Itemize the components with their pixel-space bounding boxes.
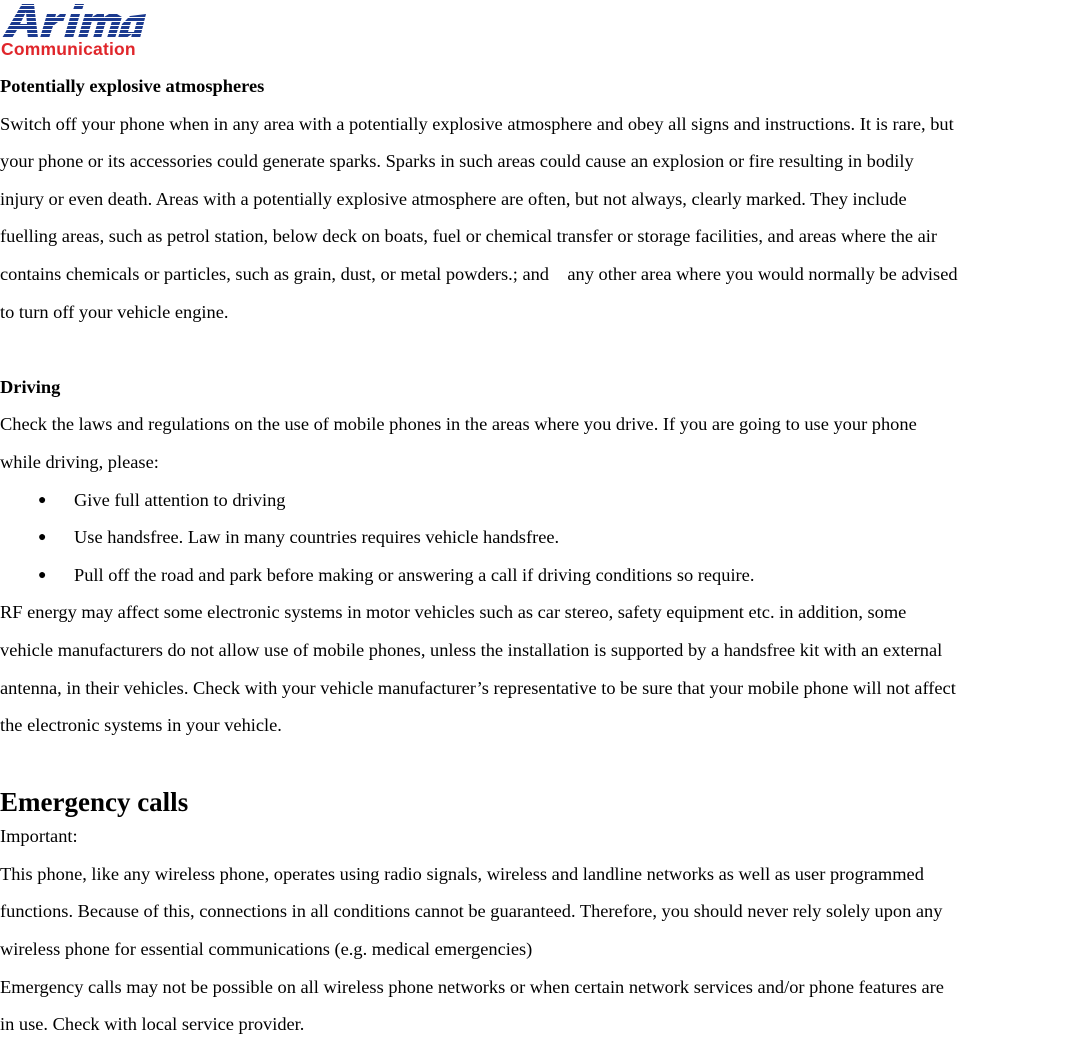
bullet-icon: ● — [38, 567, 47, 583]
arima-logo — [0, 2, 150, 58]
bullet-icon: ● — [38, 492, 47, 508]
rf-line: RF energy may affect some electronic systems in motor vehicles such as car stereo, safety equipment etc. in addition, some — [0, 602, 907, 623]
emergency-line: Emergency calls may not be possible on all wireless phone networks or when certain network services and/or phone features are — [0, 976, 944, 997]
explosive-line: Switch off your phone when in any area with a potentially explosive atmosphere and obey all signs and instructions. It is rare, but — [0, 113, 954, 134]
driving-intro-line: while driving, please: — [0, 451, 159, 472]
spacer — [0, 745, 1083, 783]
driving-intro-line: Check the laws and regulations on the use of mobile phones in the areas where you drive. If you are going to use your phone — [0, 414, 917, 435]
emergency-line: in use. Check with local service provider. — [0, 1014, 305, 1035]
arima-wordmark — [0, 2, 150, 40]
heading-driving: Driving — [0, 376, 61, 397]
rf-line: vehicle manufacturers do not allow use of mobile phones, unless the installation is supported by a handsfree kit with an external — [0, 639, 943, 660]
list-item — [0, 482, 1083, 520]
emergency-line: wireless phone for essential communications (e.g. medical emergencies) — [0, 939, 533, 960]
important-label: Important: — [0, 826, 78, 847]
arima-communication-text: Communication — [1, 39, 136, 59]
explosive-line: injury or even death. Areas with a potentially explosive atmosphere are often, but not always, clearly marked. They include — [0, 188, 907, 209]
emergency-line: This phone, like any wireless phone, operates using radio signals, wireless and landline networks as well as user programmed — [0, 863, 924, 884]
bullet-text: Give full attention to driving — [74, 489, 286, 510]
rf-line: the electronic systems in your vehicle. — [0, 715, 282, 736]
bullet-text: Pull off the road and park before making or answering a call if driving conditions so require. — [74, 564, 755, 585]
explosive-line: to turn off your vehicle engine. — [0, 301, 229, 322]
bullet-text: Use handsfree. Law in many countries requires vehicle handsfree. — [74, 527, 560, 548]
explosive-line: your phone or its accessories could generate sparks. Sparks in such areas could cause an explosion or fire resulting in bodily — [0, 151, 914, 172]
spacer — [0, 331, 1083, 369]
explosive-line: contains chemicals or particles, such as grain, dust, or metal powders.; and any other area where you would normally be advised — [0, 263, 958, 284]
heading-emergency: Emergency calls — [0, 787, 189, 818]
document-body — [0, 68, 1083, 1044]
rf-line: antenna, in their vehicles. Check with your vehicle manufacturer’s representative to be sure that your mobile phone will not affect — [0, 677, 956, 698]
bullet-icon: ● — [38, 530, 47, 546]
driving-bullet-list — [0, 482, 1083, 595]
heading-explosive: Potentially explosive atmospheres — [0, 76, 265, 96]
list-item — [0, 557, 1083, 595]
emergency-line: functions. Because of this, connections in all conditions cannot be guaranteed. Therefore, you should never rely solely upon any — [0, 901, 943, 922]
list-item — [0, 519, 1083, 557]
explosive-line: fuelling areas, such as petrol station, below deck on boats, fuel or chemical transfer or storage facilities, and areas where the air — [0, 226, 938, 247]
